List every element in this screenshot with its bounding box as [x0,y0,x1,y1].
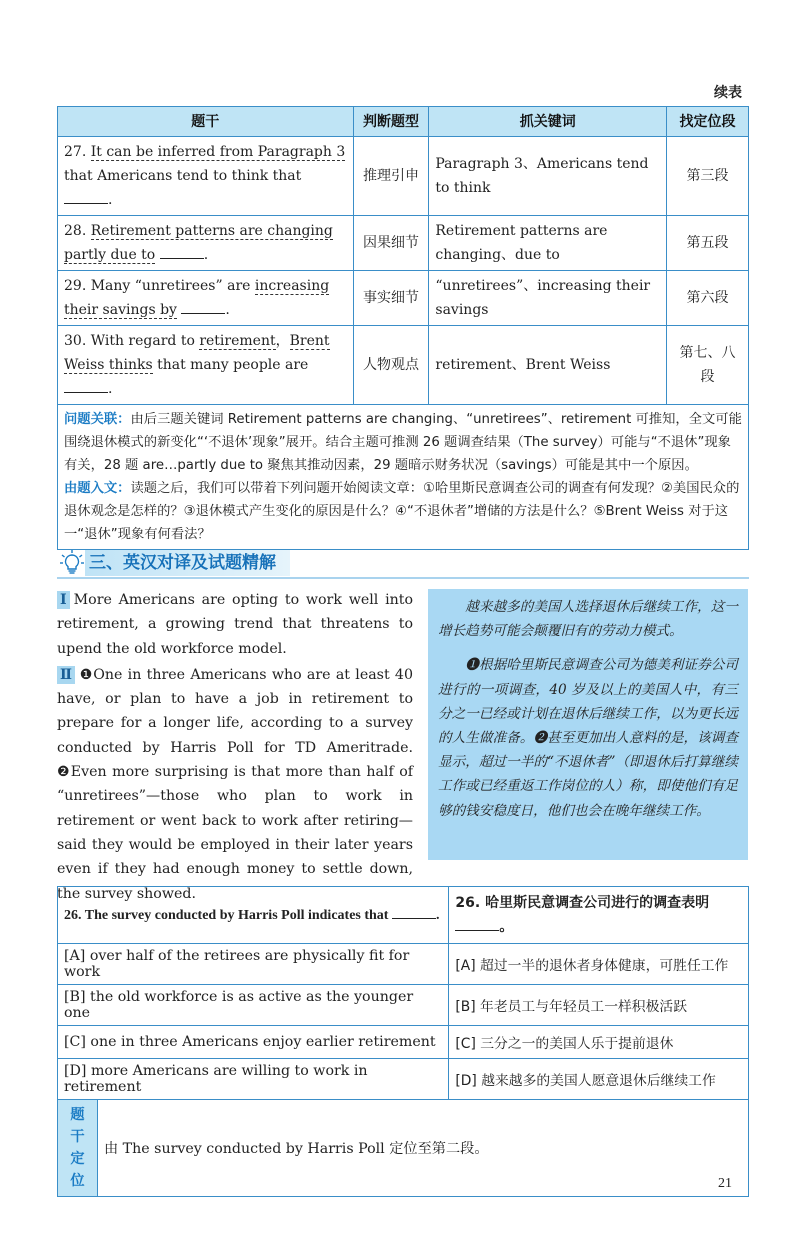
question-analysis-table [57,106,749,550]
question-keywords: Retirement patterns are changing、due to [429,216,667,271]
english-passage [57,588,413,906]
analysis-label: 由题入文： [64,481,131,496]
question-keywords: retirement、Brent Weiss [429,326,667,405]
continued-label: 续表 [714,85,742,101]
option-row [58,985,749,1026]
option-b-en: [B] the old workforce is as active as the younger one [58,985,449,1026]
question-type: 人物观点 [353,326,429,405]
section-title: 三、英汉对译及试题精解 [85,550,290,576]
analysis-question-link: 问题关联：由后三题关键词 Retirement patterns are changing、“unretirees”、retirement 可推知，全文可能围绕退休模式的新变化“‘不退休’现象”展开。结合主题可推测 26 题调查结果（The survey）可能与“不退休”现象有关，28 题 are…partly due to 聚焦其推动因素，29 题暗示财务状况（savings）可能是其中一个原因。 [64,412,742,473]
sentence-number: ❷ [533,730,548,747]
table-row [58,216,749,271]
lightbulb-icon [59,549,85,575]
option-a-zh: [A] 超过一半的退休者身体健康，可胜任工作 [449,944,749,985]
option-row [58,1026,749,1059]
sentence-number: ❶ [465,657,479,674]
header-keywords: 抓关键词 [429,107,667,137]
question-26-table [57,886,749,1197]
option-d-en: [D] more Americans are willing to work in retirement [58,1059,449,1100]
question-stem: 27. It can be inferred from Paragraph 3 that Americans tend to think that . [58,137,354,216]
sentence-number: ❶ [78,666,94,683]
question-stem-zh: 26. 哈里斯民意调查公司进行的调查表明。 [449,887,749,944]
analysis-row [58,405,749,550]
sentence-number: ❷ [57,764,71,781]
analysis-label: 问题关联： [64,412,131,427]
answer-blank [392,906,436,919]
question-stem: 28. Retirement patterns are changing partly due to . [58,216,354,271]
option-c-en: [C] one in three Americans enjoy earlier retirement [58,1026,449,1059]
question-keywords: “unretirees”、increasing their savings [429,271,667,326]
table-row [58,326,749,405]
option-d-zh: [D] 越来越多的美国人愿意退休后继续工作 [449,1059,749,1100]
question-stem-en: 26. The survey conducted by Harris Poll indicates that . [58,887,449,944]
question-keywords: Paragraph 3、Americans tend to think [429,137,667,216]
answer-blank [64,380,108,393]
analysis-box [58,405,749,550]
question-locate: 第三段 [667,137,749,216]
locate-label: 题干 定位 [58,1100,98,1197]
locate-text: 由 The survey conducted by Harris Poll 定位至第二段。 [97,1100,748,1197]
english-paragraph-2: Ⅱ ❶One in three Americans who are at least 40 have, or plan to have a job in retirement to prepare for a longer life, according to a survey conducted by Harris Poll for TD Ameritrade. ❷Even more surprising is that more than half of “unretirees”—those who plan to work in retirement or went back to work after retiring—said they would be employed in their later years even if they had enough money to settle down, the survey showed. [57,666,413,902]
question-locate: 第七、八段 [667,326,749,405]
option-b-zh: [B] 年老员工与年轻员工一样积极活跃 [449,985,749,1026]
analysis-into-text: 由题入文：读题之后，我们可以带着下列问题开始阅读文章：①哈里斯民意调查公司的调查有何发现？②美国民众的退休观念是怎样的？③退休模式产生变化的原因是什么？④“不退休者”增储的方法是什么？⑤Brent Weiss 对于这一“退休”现象有何看法？ [64,481,740,542]
question-stem: 29. Many “unretirees” are increasing their savings by . [58,271,354,326]
answer-blank [160,246,204,259]
question-type: 事实细节 [353,271,429,326]
option-row [58,944,749,985]
paragraph-marker: Ⅱ [57,666,75,684]
english-paragraph-1: Ⅰ More Americans are opting to work well into retirement, a growing trend that threatens to upend the old workforce model. [57,592,413,657]
table-row [58,137,749,216]
question-locate: 第六段 [667,271,749,326]
section-heading [57,547,749,579]
option-a-en: [A] over half of the retirees are physically fit for work [58,944,449,985]
question-stem: 30. With regard to retirement，Brent Weiss thinks that many people are . [58,326,354,405]
answer-blank [64,191,108,204]
option-row [58,1059,749,1100]
header-locate: 找定位段 [667,107,749,137]
table-row [58,271,749,326]
question-stem-row [58,887,749,944]
answer-blank [181,301,225,314]
question-type: 推理引申 [353,137,429,216]
question-type: 因果细节 [353,216,429,271]
header-stem: 题干 [58,107,354,137]
chinese-paragraph-2: ❶根据哈里斯民意调查公司为德美利证券公司进行的一项调查，40 岁及以上的美国人中，有三分之一已经或计划在退休后继续工作，以为更长远的人生做准备。❷甚至更加出人意料的是，该调查显示，超过一半的“不退休者”（即退休后打算继续工作或已经重返工作岗位的人）称，即使他们有足够的钱安稳度日，他们也会在晚年继续工作。 [438,657,739,819]
paragraph-marker: Ⅰ [57,591,70,609]
question-locate: 第五段 [667,216,749,271]
page-number: 21 [718,1176,732,1191]
option-c-zh: [C] 三分之一的美国人乐于提前退休 [449,1026,749,1059]
header-type: 判断题型 [353,107,429,137]
chinese-paragraph-1: 越来越多的美国人选择退休后继续工作，这一增长趋势可能会颠覆旧有的劳动力模式。 [438,599,738,640]
locate-row [58,1100,749,1197]
answer-blank [455,918,499,931]
table-header-row [58,107,749,137]
chinese-translation [428,589,748,860]
